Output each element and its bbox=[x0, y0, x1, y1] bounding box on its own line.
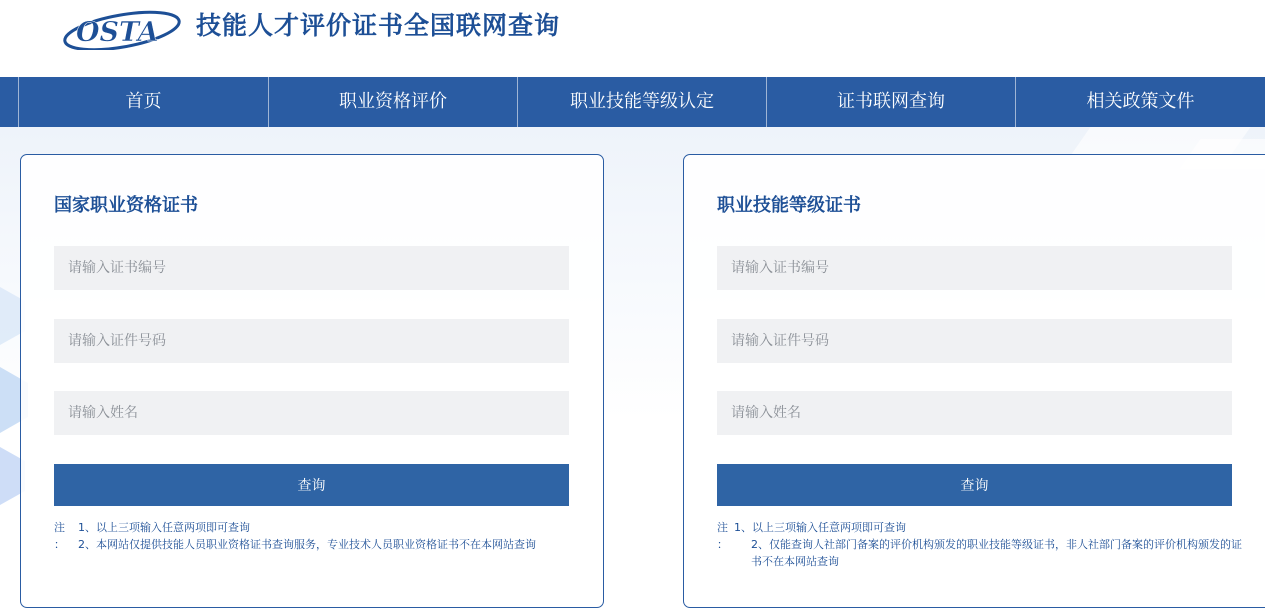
note-marker: 注 ： bbox=[54, 521, 65, 551]
osta-logo-icon[interactable] bbox=[62, 6, 186, 50]
site-header bbox=[0, 0, 1265, 77]
logo-text: OSTA bbox=[76, 17, 159, 48]
nav-item-skill-level-recognition[interactable]: 职业技能等级认定 bbox=[518, 77, 767, 127]
site-title: 技能人才评价证书全国联网查询 bbox=[196, 11, 561, 40]
certificate-number-input[interactable] bbox=[54, 246, 569, 290]
note-line: 2、仅能查询人社部门备案的评价机构颁发的职业技能等级证书，非人社部门备案的评价机构颁发的证书不在本网站查询 bbox=[751, 538, 1242, 568]
nav-item-certificate-query[interactable]: 证书联网查询 bbox=[767, 77, 1016, 127]
name-input[interactable] bbox=[54, 391, 569, 435]
national-qualification-panel bbox=[20, 154, 604, 608]
nav-item-vocational-qualification[interactable]: 职业资格评价 bbox=[269, 77, 518, 127]
certificate-number-input[interactable] bbox=[717, 246, 1232, 290]
id-number-input[interactable] bbox=[54, 319, 569, 363]
nav-divider bbox=[0, 77, 19, 127]
skill-level-panel bbox=[683, 154, 1265, 608]
panel-title: 国家职业资格证书 bbox=[54, 195, 198, 216]
query-button[interactable]: 查询 bbox=[717, 464, 1232, 506]
id-number-input[interactable] bbox=[717, 319, 1232, 363]
main-nav bbox=[0, 77, 1265, 127]
note-line: 2、本网站仅提供技能人员职业资格证书查询服务，专业技术人员职业资格证书不在本网站查询 bbox=[78, 538, 536, 551]
note-line: 1、以上三项输入任意两项即可查询 bbox=[78, 521, 250, 534]
query-button[interactable]: 查询 bbox=[54, 464, 569, 506]
panel-title: 职业技能等级证书 bbox=[717, 195, 861, 216]
name-input[interactable] bbox=[717, 391, 1232, 435]
note-line: 1、以上三项输入任意两项即可查询 bbox=[734, 521, 906, 534]
nav-item-home[interactable]: 首页 bbox=[19, 77, 269, 127]
note-marker: 注 ： bbox=[717, 521, 728, 551]
nav-item-policy-documents[interactable]: 相关政策文件 bbox=[1086, 91, 1195, 112]
